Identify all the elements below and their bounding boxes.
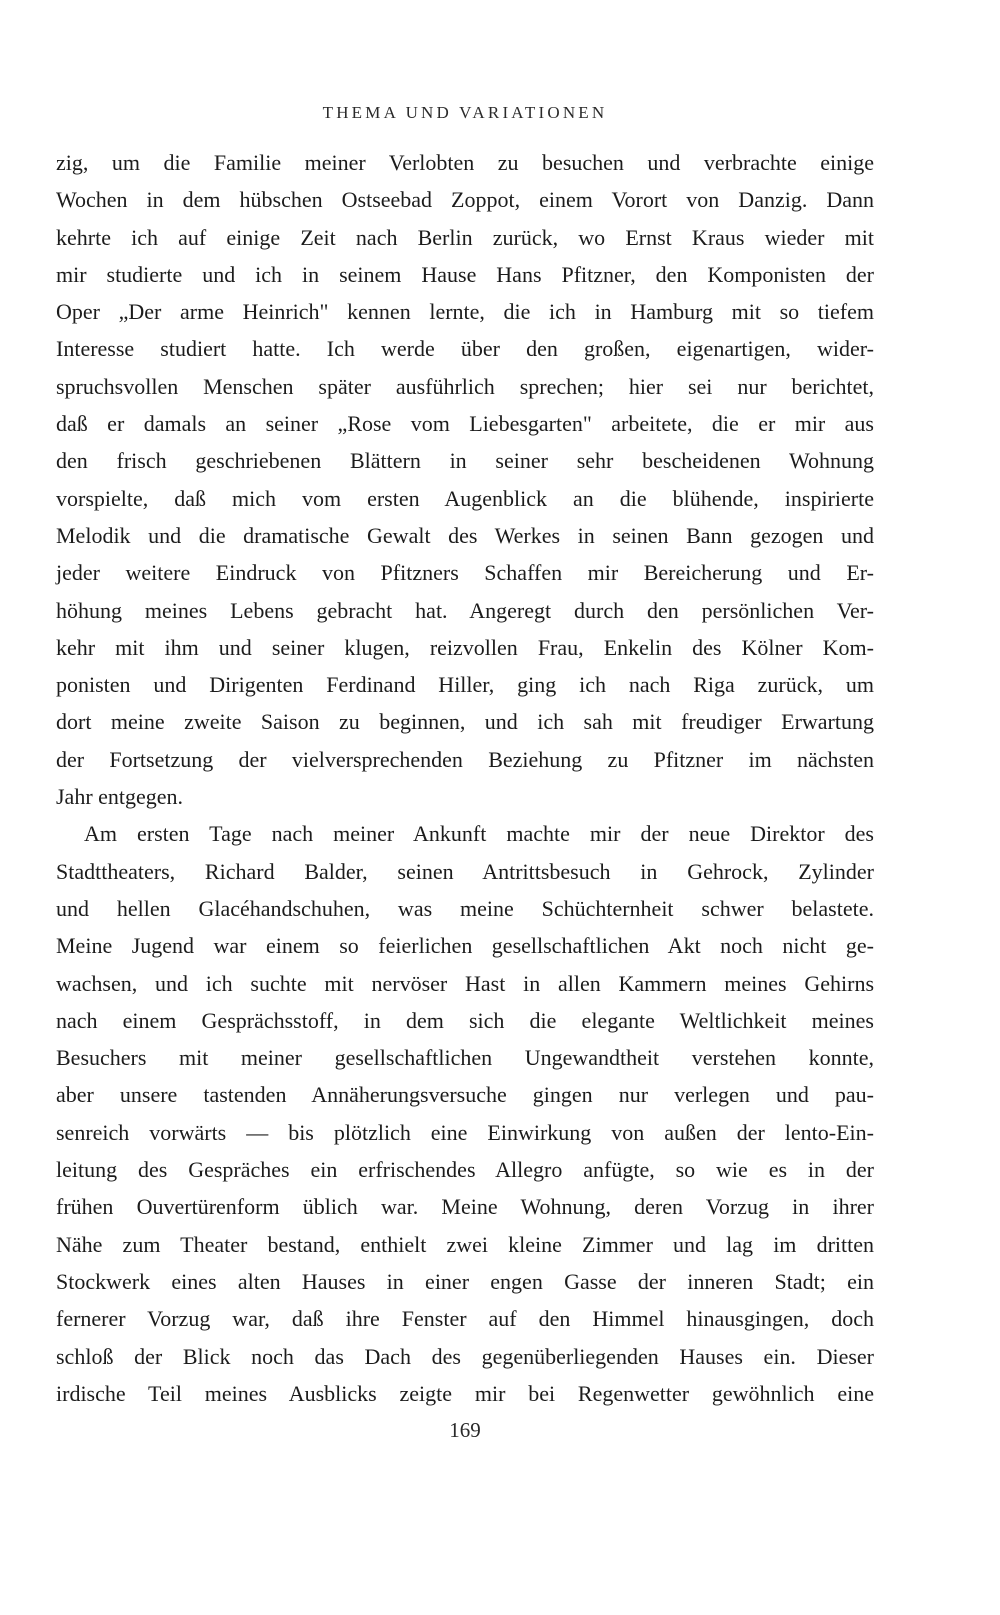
text-line: schloß der Blick noch das Dach des gegenüberliegenden Hauses ein. Dieser [56,1343,874,1369]
text-line: Jahr entgegen. [56,784,184,810]
text-line: mir studierte und ich in seinem Hause Hans Pfitzner, den Komponisten der [56,261,874,287]
text-line: Oper „Der arme Heinrich" kennen lernte, die ich in Hamburg mit so tiefem [56,299,874,325]
text-line: der Fortsetzung der vielversprechenden Beziehung zu Pfitzner im nächsten [56,746,874,772]
text-line: leitung des Gespräches ein erfrischendes Allegro anfügte, so wie es in der [56,1157,874,1183]
text-line: nach einem Gesprächsstoff, in dem sich die elegante Weltlichkeit meines [56,1007,874,1033]
text-line: vorspielte, daß mich vom ersten Augenblick an die blühende, inspirierte [56,485,874,511]
text-line: Stadttheaters, Richard Balder, seinen Antrittsbesuch in Gehrock, Zylinder [56,858,874,884]
paragraph [56,815,874,1412]
text-line: Melodik und die dramatische Gewalt des Werkes in seinen Bann gezogen und [56,522,874,548]
text-line: Besuchers mit meiner gesellschaftlichen Ungewandtheit verstehen konnte, [56,1045,874,1071]
running-head: THEMA UND VARIATIONEN [322,103,608,122]
text-line: und hellen Glacéhandschuhen, was meine Schüchternheit schwer belastete. [56,895,874,921]
text-line: ponisten und Dirigenten Ferdinand Hiller, ging ich nach Riga zurück, um [56,672,874,698]
text-line: wachsen, und ich suchte mit nervöser Hast in allen Kammern meines Gehirns [56,970,874,996]
text-line: frühen Ouvertürenform üblich war. Meine Wohnung, deren Vorzug in ihrer [56,1194,874,1220]
text-line: Meine Jugend war einem so feierlichen gesellschaftlichen Akt noch nicht ge- [56,933,874,959]
text-line: Wochen in dem hübschen Ostseebad Zoppot, einem Vorort von Danzig. Dann [56,187,874,213]
text-line: jeder weitere Eindruck von Pfitzners Schaffen mir Bereicherung und Er- [56,560,874,586]
text-line: den frisch geschriebenen Blättern in seiner sehr bescheidenen Wohnung [56,448,874,474]
text-line: kehrte ich auf einige Zeit nach Berlin zurück, wo Ernst Kraus wieder mit [56,224,874,250]
text-line: zig, um die Familie meiner Verlobten zu besuchen und verbrachte einige [56,150,874,175]
text-line: daß er damals an seiner „Rose vom Liebesgarten" arbeitete, die er mir aus [56,411,874,437]
page-number: 169 [449,1418,481,1442]
text-line: Interesse studiert hatte. Ich werde über den großen, eigenartigen, wider- [56,336,874,362]
paragraph [56,144,874,815]
text-line: spruchsvollen Menschen später ausführlich sprechen; hier sei nur berichtet, [56,373,874,399]
text-line: kehr mit ihm und seiner klugen, reizvollen Frau, Enkelin des Kölner Kom- [56,634,874,660]
text-line: fernerer Vorzug war, daß ihre Fenster auf den Himmel hinausgingen, doch [56,1306,874,1332]
body-text [56,144,874,1412]
text-line: dort meine zweite Saison zu beginnen, und ich sah mit freudiger Erwartung [56,709,874,735]
text-line: Nähe zum Theater bestand, enthielt zwei kleine Zimmer und lag im dritten [56,1231,874,1257]
text-line: aber unsere tastenden Annäherungsversuche gingen nur verlegen und pau- [56,1082,874,1108]
text-line: senreich vorwärts — bis plötzlich eine Einwirkung von außen der lento-Ein- [56,1119,874,1145]
text-line: Stockwerk eines alten Hauses in einer engen Gasse der inneren Stadt; ein [56,1268,874,1294]
text-line: Am ersten Tage nach meiner Ankunft machte mir der neue Direktor des [84,821,874,847]
text-line: höhung meines Lebens gebracht hat. Angeregt durch den persönlichen Ver- [56,597,874,623]
text-line: irdische Teil meines Ausblicks zeigte mir bei Regenwetter gewöhnlich eine [56,1380,874,1406]
